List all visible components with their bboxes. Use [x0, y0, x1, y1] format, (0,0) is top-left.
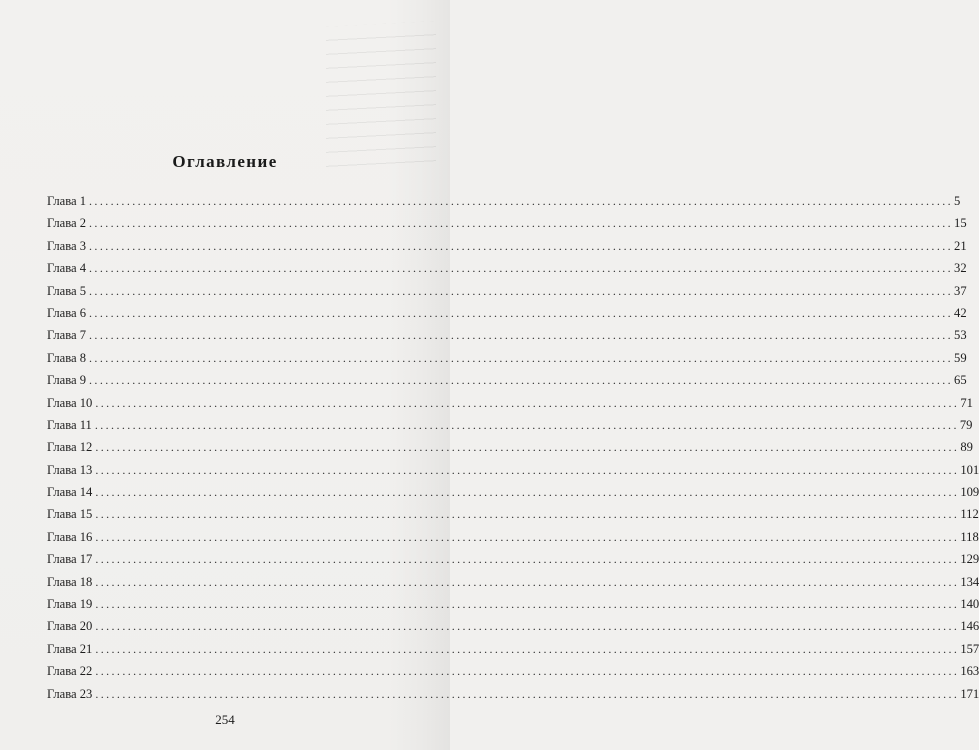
toc-entry[interactable] [47, 660, 979, 682]
toc-entry[interactable] [47, 212, 967, 234]
toc-entry-label: Глава 10 [47, 395, 93, 410]
toc-entry[interactable] [47, 593, 979, 615]
toc-entry-page: 21 [954, 238, 967, 253]
toc-entry-label: Глава 1 [47, 194, 87, 208]
toc-entry-page: 157 [960, 641, 979, 656]
toc-dot-leader: ................................................................................................................................................................ [94, 417, 959, 432]
toc-entry[interactable] [47, 302, 967, 324]
toc-entry-label: Глава 3 [47, 238, 87, 253]
toc-entry-page: 15 [954, 216, 967, 231]
toc-entry-page: 59 [954, 350, 967, 365]
toc-entry-label: Глава 6 [47, 305, 87, 320]
toc-entry-label: Глава 9 [47, 373, 87, 388]
toc-dot-leader: ................................................................................................................................................................ [95, 529, 960, 544]
toc-entry[interactable] [47, 347, 967, 369]
toc-entry-label: Глава 22 [47, 664, 93, 679]
toc-entry-page: 101 [960, 462, 979, 477]
toc-entry-page: 5 [954, 194, 961, 208]
toc-entry[interactable] [47, 257, 967, 279]
toc-entry-label: Глава 21 [47, 641, 93, 656]
toc-entry-page: 65 [954, 373, 967, 388]
toc-entry-label: Глава 17 [47, 552, 93, 567]
toc-entry[interactable] [47, 190, 961, 212]
toc-dot-leader: ................................................................................................................................................................ [89, 305, 954, 320]
toc-entry[interactable] [47, 503, 979, 525]
toc-dot-leader: ................................................................................................................................................................ [89, 261, 954, 276]
toc-title: Оглавление [172, 152, 278, 171]
toc-entry-label: Глава 14 [47, 485, 93, 500]
toc-entry-label: Глава 20 [47, 619, 93, 634]
toc-entry-page: 37 [954, 283, 967, 298]
toc-dot-leader: ................................................................................................................................................................ [95, 552, 960, 567]
toc-entry-page: 53 [954, 328, 967, 343]
toc-dot-leader: ................................................................................................................................................................ [95, 619, 960, 634]
toc-dot-leader: ................................................................................................................................................................ [89, 238, 954, 253]
toc-dot-leader: ................................................................................................................................................................ [89, 283, 954, 298]
toc-entry-label: Глава 15 [47, 507, 93, 522]
toc-entry[interactable] [47, 571, 979, 593]
toc-dot-leader: ................................................................................................................................................................ [95, 686, 960, 701]
toc-dot-leader: ................................................................................................................................................................ [95, 440, 960, 455]
toc-entry[interactable] [47, 436, 973, 458]
toc-dot-leader: ................................................................................................................................................................ [95, 574, 960, 589]
toc-dot-leader: ................................................................................................................................................................ [89, 350, 954, 365]
toc-entry-page: 79 [959, 417, 973, 432]
toc-entry-page: 163 [960, 664, 979, 679]
toc-entry[interactable] [47, 548, 979, 570]
toc-entry-label: Глава 11 [47, 417, 92, 432]
toc-entry[interactable] [47, 324, 967, 346]
toc-entry-label: Глава 18 [47, 574, 93, 589]
toc-entry-label: Глава 8 [47, 350, 87, 365]
toc-entry-page: 129 [960, 552, 979, 567]
toc-dot-leader: ................................................................................................................................................................ [95, 507, 960, 522]
toc-entry-page: 134 [960, 574, 979, 589]
toc-dot-leader: ................................................................................................................................................................ [89, 216, 954, 231]
toc-entry-page: 32 [954, 261, 967, 276]
toc-dot-leader: ................................................................................................................................................................ [89, 328, 954, 343]
toc-entry-page: 140 [960, 597, 979, 612]
toc-entry-label: Глава 5 [47, 283, 87, 298]
toc-dot-leader: ................................................................................................................................................................ [95, 485, 960, 500]
toc-dot-leader: ................................................................................................................................................................ [89, 194, 954, 208]
toc-list [47, 190, 979, 705]
toc-entry[interactable] [47, 638, 979, 660]
toc-entry[interactable] [47, 414, 973, 436]
toc-dot-leader: ................................................................................................................................................................ [89, 373, 954, 388]
toc-entry-label: Глава 19 [47, 597, 93, 612]
toc-entry-label: Глава 13 [47, 462, 93, 477]
toc-entry-label: Глава 7 [47, 328, 87, 343]
toc-entry-page: 171 [960, 686, 979, 701]
toc-entry[interactable] [47, 280, 967, 302]
toc-entry-label: Глава 4 [47, 261, 87, 276]
page-number: 254 [215, 712, 235, 727]
toc-entry[interactable] [47, 615, 979, 637]
toc-entry[interactable] [47, 235, 967, 257]
toc-dot-leader: ................................................................................................................................................................ [95, 597, 960, 612]
toc-dot-leader: ................................................................................................................................................................ [95, 395, 960, 410]
toc-entry-page: 42 [954, 305, 967, 320]
toc-entry-page: 109 [960, 485, 979, 500]
toc-entry-page: 112 [960, 507, 979, 522]
toc-entry[interactable] [47, 459, 979, 481]
toc-entry-label: Глава 2 [47, 216, 87, 231]
toc-entry[interactable] [47, 526, 979, 548]
toc-entry-page: 71 [960, 395, 973, 410]
toc-entry[interactable] [47, 369, 967, 391]
toc-entry-page: 118 [960, 529, 979, 544]
toc-dot-leader: ................................................................................................................................................................ [95, 664, 960, 679]
toc-entry-label: Глава 16 [47, 529, 93, 544]
toc-entry-page: 89 [960, 440, 973, 455]
toc-entry-label: Глава 12 [47, 440, 93, 455]
toc-dot-leader: ................................................................................................................................................................ [95, 641, 960, 656]
toc-entry[interactable] [47, 481, 979, 503]
toc-entry[interactable] [47, 683, 979, 705]
toc-dot-leader: ................................................................................................................................................................ [95, 462, 960, 477]
toc-entry-page: 146 [960, 619, 979, 634]
toc-entry-label: Глава 23 [47, 686, 93, 701]
toc-entry[interactable] [47, 392, 973, 414]
